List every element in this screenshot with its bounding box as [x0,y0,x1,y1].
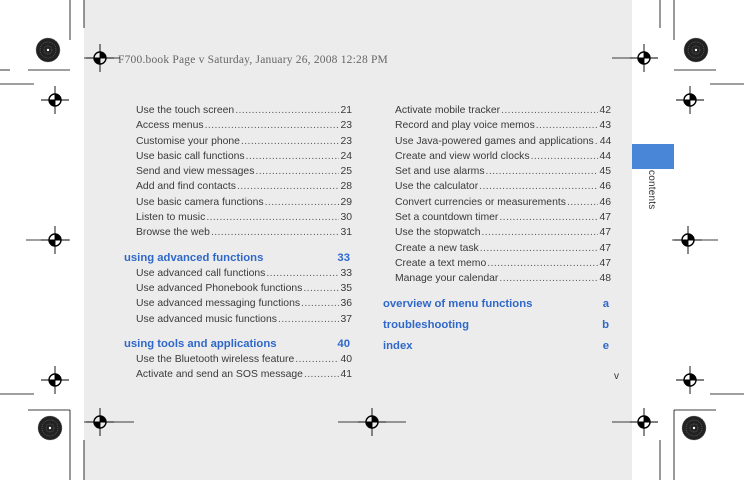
starburst-icon [684,38,708,62]
toc-entry[interactable]: Use the calculator ..... 46 [383,179,611,194]
toc-section-heading[interactable]: index e [383,339,609,352]
crop-mark-top-left [0,0,120,114]
registration-target-icon [41,86,69,114]
toc-entry[interactable]: Create and view world clocks ..... 44 [383,149,611,164]
toc-entry[interactable]: Record and play voice memos ..... 43 [383,118,611,133]
toc-entry[interactable]: Use advanced music functions ..... 37 [124,312,352,327]
toc-entry[interactable]: Use advanced messaging functions ..... 36 [124,296,352,311]
toc-entry[interactable]: Browse the web ..... 31 [124,225,352,240]
toc-section-heading[interactable]: using advanced functions 33 [124,251,350,264]
crop-mark-bottom-left [0,366,134,480]
toc-entry[interactable]: Activate and send an SOS message ..... 41 [124,367,352,382]
toc-entry[interactable]: Add and find contacts ..... 28 [124,179,352,194]
toc-entry[interactable]: Customise your phone ..... 23 [124,134,352,149]
toc-entry[interactable]: Use advanced Phonebook functions ..... 35 [124,281,352,296]
toc-entry[interactable]: Use advanced call functions ..... 33 [124,266,352,281]
contents-side-label: contents [646,170,657,210]
starburst-icon [682,416,706,440]
crop-mark-bottom-right [612,366,744,480]
page-number: v [614,371,619,382]
registration-target-icon [676,86,704,114]
toc-entry[interactable]: Set a countdown timer ..... 47 [383,210,611,225]
registration-target-icon [676,366,704,394]
toc-entry[interactable]: Use basic call functions ..... 24 [124,149,352,164]
toc-entry[interactable]: Access menus ..... 23 [124,118,352,133]
toc-section-heading[interactable]: using tools and applications 40 [124,337,350,350]
toc-entry[interactable]: Manage your calendar ..... 48 [383,271,611,286]
toc-entry[interactable]: Use the Bluetooth wireless feature ..... 40 [124,352,352,367]
crop-mark-top-right [612,0,744,114]
toc-entry[interactable]: Listen to music ..... 30 [124,210,352,225]
file-header-line: F700.book Page v Saturday, January 26, 2008 12:28 PM [118,54,388,66]
starburst-icon [38,416,62,440]
toc-entry[interactable]: Send and view messages ..... 25 [124,164,352,179]
toc-entry[interactable]: Use the stopwatch ..... 47 [383,225,611,240]
starburst-icon [36,38,60,62]
toc-entry[interactable]: Convert currencies or measurements ..... 46 [383,195,611,210]
toc-entry[interactable]: Set and use alarms ..... 45 [383,164,611,179]
registration-target-icon [41,366,69,394]
toc-entry[interactable]: Use the touch screen ..... 21 [124,103,352,118]
toc-entry[interactable]: Create a text memo ..... 47 [383,256,611,271]
toc-section-heading[interactable]: troubleshooting b [383,318,609,331]
toc-entry[interactable]: Create a new task ..... 47 [383,241,611,256]
toc-section-heading[interactable]: overview of menu functions a [383,297,609,310]
toc-entry[interactable]: Use basic camera functions ..... 29 [124,195,352,210]
toc-entry[interactable]: Use Java-powered games and applications ..... 44 [383,134,611,149]
toc-entry[interactable]: Activate mobile tracker ..... 42 [383,103,611,118]
